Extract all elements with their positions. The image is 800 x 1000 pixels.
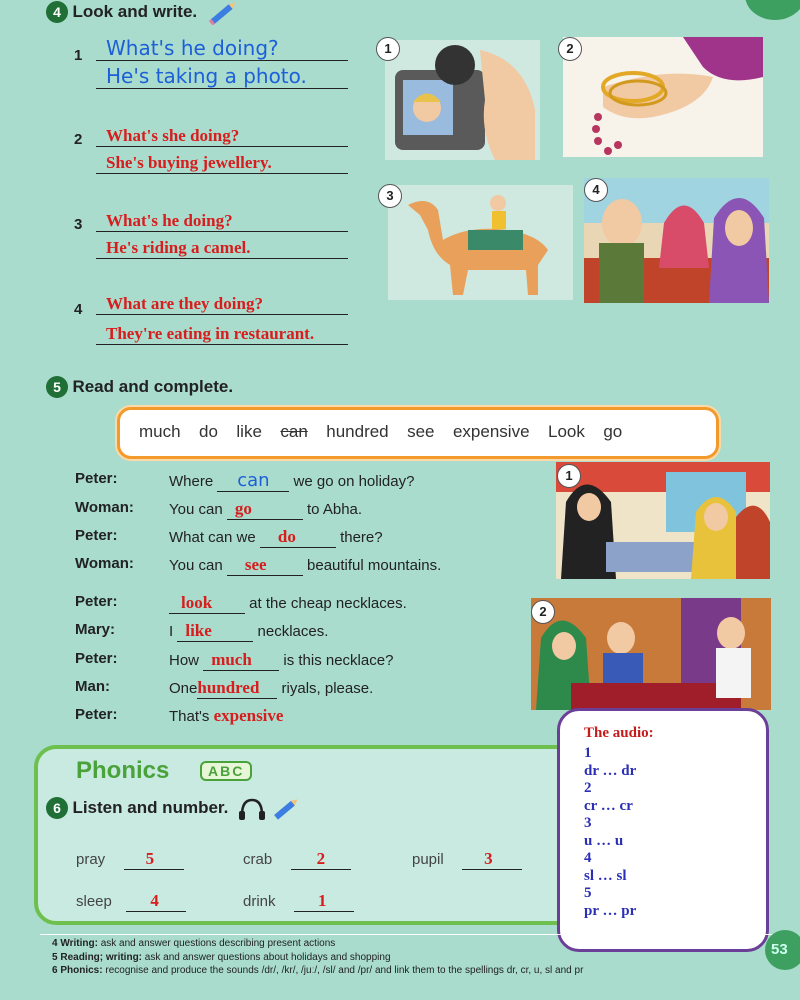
audio-line: dr … dr <box>584 762 637 779</box>
speaker: Woman: <box>75 499 134 516</box>
dialogue-text: Where can we go on holiday? <box>169 470 415 491</box>
picture-number-badge: 3 <box>378 184 402 208</box>
audio-line: 4 <box>584 850 592 866</box>
dialogue-text: Onehundred riyals, please. <box>169 678 374 697</box>
answer-line <box>96 294 348 315</box>
speaker: Woman: <box>75 555 134 572</box>
audio-line: 5 <box>584 885 592 901</box>
footer-note: 4 Writing: ask and answer questions describing present actions <box>52 938 336 949</box>
answer-text: They're eating in restaurant. <box>106 324 315 343</box>
phonics-item <box>243 849 351 870</box>
answer-line <box>96 324 348 345</box>
answer-text: 2 <box>316 849 326 868</box>
dialogue-text: You can see beautiful mountains. <box>169 555 442 574</box>
word-bank-item: go <box>603 422 623 441</box>
question-answer: What's he doing? <box>106 36 279 60</box>
audio-line: cr … cr <box>584 797 633 814</box>
word-bank-item-crossed: can <box>280 422 308 441</box>
speaker: Peter: <box>75 650 118 667</box>
section-title: Look and write. <box>72 2 198 22</box>
dialogue-text: What can we do there? <box>169 527 383 546</box>
picture-number-badge: 4 <box>584 178 608 202</box>
item-number: 2 <box>74 131 83 148</box>
dialogue-text: That's expensive <box>169 706 284 725</box>
phonics-word: pupil <box>412 851 444 868</box>
word-bank-item: expensive <box>452 422 530 441</box>
audio-transcript-box <box>557 708 769 952</box>
phonics-title: Phonics <box>76 757 170 784</box>
audio-line: 2 <box>584 780 592 796</box>
camel-picture <box>388 185 573 300</box>
item-number: 4 <box>74 301 83 318</box>
answer-line <box>96 153 348 174</box>
answer-text: expensive <box>213 706 284 725</box>
jewellery-picture <box>563 37 763 157</box>
word-bank-item: like <box>236 422 262 441</box>
dialogue-text: I like necklaces. <box>169 621 329 640</box>
phonics-word: crab <box>243 851 273 868</box>
picture-number-badge: 1 <box>557 464 581 488</box>
travel-agent-picture <box>556 462 770 579</box>
phonics-item <box>243 891 354 912</box>
answer-text: can <box>237 470 270 491</box>
item-number: 1 <box>74 47 83 64</box>
answer-text: look <box>181 593 213 612</box>
question-answer: What are they doing? <box>106 294 263 313</box>
answer-line <box>96 36 348 61</box>
answer-text: 4 <box>150 891 159 910</box>
phonics-panel <box>34 745 602 925</box>
corner-decoration <box>745 0 800 20</box>
answer-text: go <box>234 499 252 518</box>
answer-line <box>96 211 348 232</box>
abc-icon: ABC <box>200 761 252 781</box>
answer-text: hundred <box>197 678 260 697</box>
answer-line <box>96 64 348 89</box>
page-number: 53 <box>765 930 800 970</box>
word-bank-item: Look <box>547 422 585 441</box>
word-bank-item: do <box>199 422 218 441</box>
photo-camera-picture <box>385 40 540 160</box>
audio-lines <box>584 745 636 920</box>
section-5-header <box>46 376 233 398</box>
answer-text: 3 <box>484 849 493 868</box>
speaker: Peter: <box>75 706 118 723</box>
speaker: Peter: <box>75 470 118 487</box>
audio-title: The audio: <box>584 725 654 741</box>
speaker: Man: <box>75 678 110 695</box>
phonics-word: pray <box>76 851 106 868</box>
answer-text: 1 <box>317 891 327 910</box>
answer-text: He's taking a photo. <box>106 64 307 88</box>
dialogue-text: How much is this necklace? <box>169 650 394 669</box>
audio-line: sl … sl <box>584 867 627 884</box>
answer-text: like <box>185 621 212 640</box>
headphones-icon <box>237 797 267 821</box>
phonics-item <box>412 849 522 870</box>
word-bank-item: see <box>407 422 435 441</box>
answer-text: 5 <box>145 849 155 868</box>
footer-note: 5 Reading; writing: ask and answer questions about holidays and shopping <box>52 951 391 963</box>
section-number: 5 <box>46 376 68 398</box>
picture-number-badge: 2 <box>558 37 582 61</box>
pencil-icon <box>271 797 301 821</box>
dialogue-text: look at the cheap necklaces. <box>169 593 407 614</box>
answer-line <box>96 238 348 259</box>
pencil-icon <box>206 1 240 25</box>
phonics-word: drink <box>243 893 276 910</box>
answer-text: much <box>211 650 252 669</box>
section-title: Read and complete. <box>72 377 234 396</box>
question-answer: What's he doing? <box>106 211 233 230</box>
section-4-header <box>46 1 240 25</box>
section-6-header <box>46 797 301 821</box>
picture-number-badge: 2 <box>531 600 555 624</box>
audio-line: u … u <box>584 832 624 849</box>
question-answer: What's she doing? <box>106 126 240 145</box>
item-number: 3 <box>74 216 83 233</box>
footer-note: 6 Phonics: recognise and produce the sounds /dr/, /kr/, /juː/, /sl/ and /pr/ and link them to the spellings dr, cr, u, sl and pr <box>52 965 584 976</box>
necklace-shop-picture <box>531 598 771 710</box>
footer-notes <box>52 937 583 978</box>
phonics-item <box>76 849 184 870</box>
phonics-word: sleep <box>76 893 112 910</box>
word-bank <box>117 407 719 459</box>
audio-line: 3 <box>584 815 592 831</box>
word-bank-item: much <box>139 422 181 441</box>
audio-line: 1 <box>584 745 592 761</box>
footer-divider <box>40 934 780 935</box>
answer-line <box>96 126 348 147</box>
audio-line: pr … pr <box>584 902 637 919</box>
speaker: Peter: <box>75 527 118 544</box>
section-number: 6 <box>46 797 68 819</box>
section-title: Listen and number. <box>72 798 229 818</box>
restaurant-picture <box>584 178 769 303</box>
speaker: Mary: <box>75 621 116 638</box>
answer-text: do <box>277 527 296 546</box>
answer-text: He's riding a camel. <box>106 238 251 257</box>
picture-number-badge: 1 <box>376 37 400 61</box>
speaker: Peter: <box>75 593 118 610</box>
answer-text: see <box>244 555 267 574</box>
section-number: 4 <box>46 1 68 23</box>
word-bank-item: hundred <box>326 422 389 441</box>
phonics-item <box>76 891 186 912</box>
answer-text: She's buying jewellery. <box>106 153 272 172</box>
dialogue-text: You can go to Abha. <box>169 499 363 518</box>
